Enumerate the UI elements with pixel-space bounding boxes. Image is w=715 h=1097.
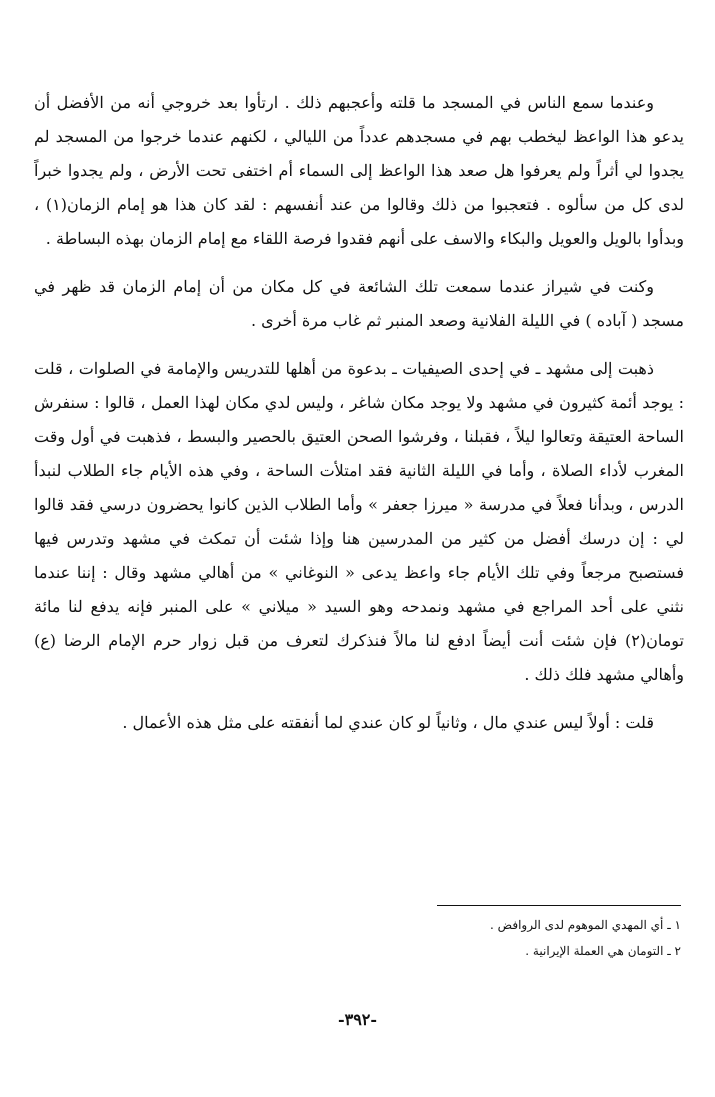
paragraph-2: وكنت في شيراز عندما سمعت تلك الشائعة في كل مكان من أن إمام الزمان قد ظهر في مسجد ( آباده ) في الليلة الفلانية وصعد المنبر ثم غاب مرة أخرى . [34,277,684,330]
footnote-separator [437,905,681,906]
paragraph-gap [34,338,684,352]
footnote-2: ٢ ـ التومان هي العملة الإيرانية . [525,944,681,958]
paragraph-gap [34,692,684,706]
footnote-1: ١ ـ أي المهدي الموهوم لدى الروافض . [490,918,681,932]
paragraph-4: قلت : أولاً ليس عندي مال ، وثانياً لو كان عندي لما أنفقته على مثل هذه الأعمال . [122,713,654,732]
footnotes [281,912,681,964]
page-body [34,86,684,740]
paragraph-gap [34,256,684,270]
paragraph-1: وعندما سمع الناس في المسجد ما قلته وأعجبهم ذلك . ارتأوا بعد خروجي أنه من الأفضل أن يدعو هذا الواعظ ليخطب بهم في مسجدهم عدداً من الليالي ، لكنهم عندما خرجوا من المسجد لم يجدوا لي أثراً ولم يعرفوا هل صعد هذا الواعظ إلى السماء أم اختفى تحت الأرض ، ولم يجدوا خبراً لدى كل من سألوه . فتعجبوا من ذلك وقالوا من عند أنفسهم : لقد كان هذا هو إمام الزمان(١) ، وبدأوا بالويل والعويل والبكاء والاسف على أنهم فقدوا فرصة اللقاء مع إمام الزمان بهذه البساطة . [34,93,684,248]
page-number: -٣٩٢- [337,1010,378,1029]
paragraph-3: ذهبت إلى مشهد ـ في إحدى الصيفيات ـ بدعوة من أهلها للتدريس والإمامة في الصلوات ، قلت : يوجد أئمة كثيرون في مشهد ولا يوجد مكان شاغر ، وليس لدي مكان لهذا العمل ، قالوا : سنفرش الساحة العتيقة وتعالوا ليلاً ، فقبلنا ، وفرشوا الصحن العتيق بالحصير والبسط ، فذهبت في أول وقت المغرب لأداء الصلاة ، وأما في الليلة الثانية فقد امتلأت الساحة ، وفي هذه الأيام جاء الطلاب لنبدأ الدرس ، وبدأنا فعلاً في مدرسة « ميرزا جعفر » وأما الطلاب الذين كانوا يحضرون درسي فقد قالوا لي : إن درسك أفضل من كثير من المدرسين هنا وإذا شئت أن تمكث في مشهد وتدرس فيها فستصبح مرجعاً وفي تلك الأيام جاء واعظ يدعى « النوغاني » من أهالي مشهد وقال : إننا عندما نثني على أحد المراجع في مشهد ونمدحه وهو السيد « ميلاني » على المنبر فإنه يدفع لنا مائة تومان(٢) فإن شئت أنت أيضاً ادفع لنا مالاً فنذكرك لتعرف من قبل زوار حرم الإمام الرضا (ع) وأهالي مشهد فلك ذلك . [34,359,685,684]
